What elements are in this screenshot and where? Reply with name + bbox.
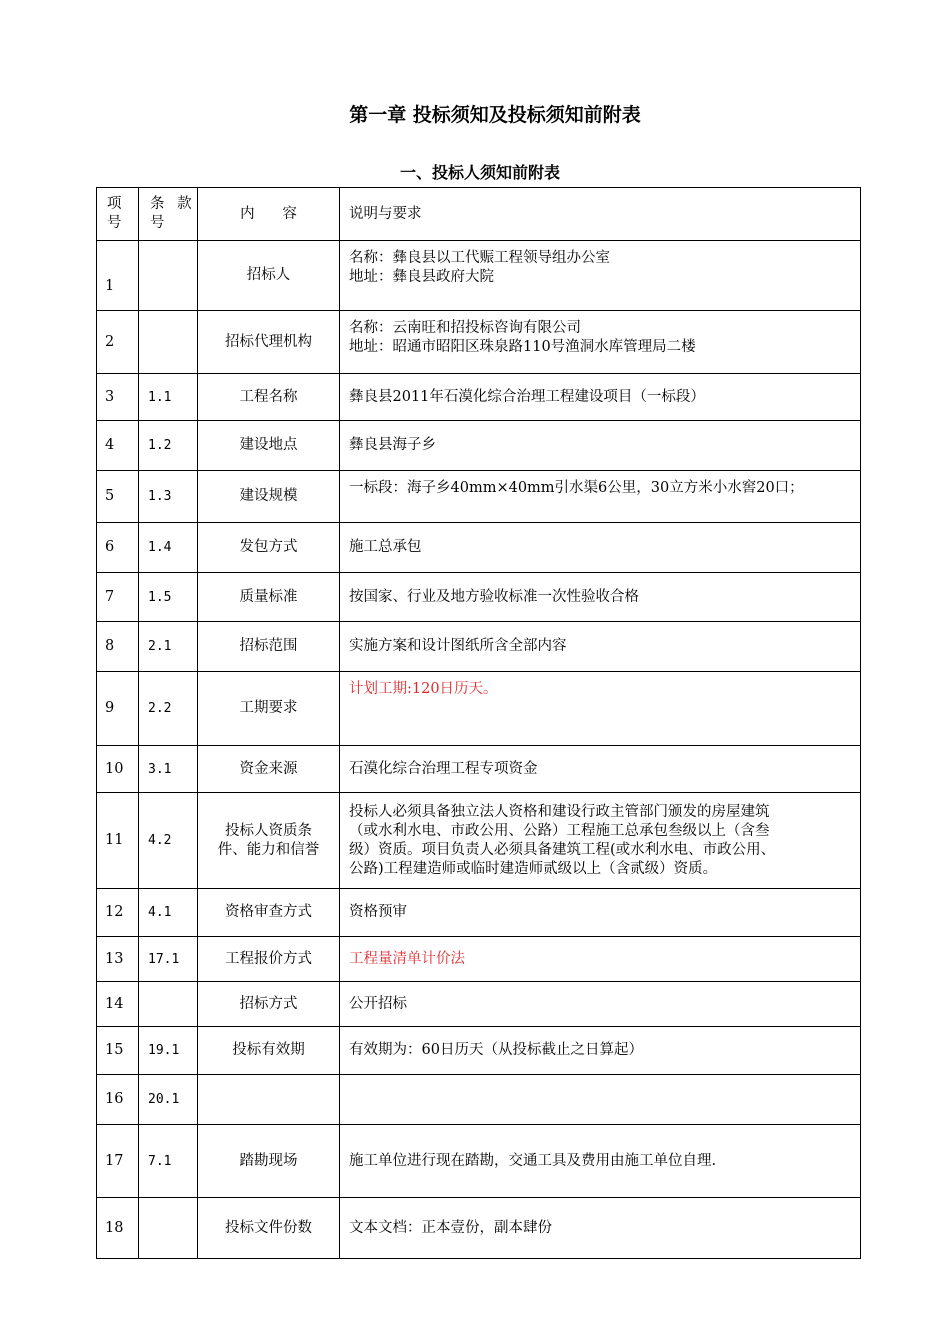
table-row — [97, 672, 861, 746]
row-content: 投标人资质条 件、能力和信誉 — [198, 793, 340, 889]
row-clause — [139, 311, 198, 374]
header-clause-no: 条 款 号 — [139, 188, 198, 241]
row-no: 16 — [97, 1075, 139, 1125]
row-content: 建设地点 — [198, 421, 340, 471]
row-content: 质量标准 — [198, 573, 340, 622]
row-clause: 1.3 — [139, 471, 198, 523]
row-no: 7 — [97, 573, 139, 622]
row-clause: 7.1 — [139, 1125, 198, 1198]
table-row — [97, 1125, 861, 1198]
row-description: 施工单位进行现在踏勘，交通工具及费用由施工单位自理. — [340, 1125, 861, 1198]
chapter-title: 第一章 投标须知及投标须知前附表 — [349, 104, 641, 126]
row-description: 有效期为：60日历天（从投标截止之日算起） — [340, 1027, 861, 1075]
row-clause: 19.1 — [139, 1027, 198, 1075]
row-no: 17 — [97, 1125, 139, 1198]
table-row — [97, 746, 861, 793]
row-clause: 3.1 — [139, 746, 198, 793]
row-no: 13 — [97, 937, 139, 982]
row-description: 工程量清单计价法 — [340, 937, 861, 982]
row-content: 工程报价方式 — [198, 937, 340, 982]
row-content — [198, 1075, 340, 1125]
row-description: 名称：云南旺和招投标咨询有限公司 地址：昭通市昭阳区珠泉路110号渔洞水库管理局二楼 — [340, 311, 861, 374]
row-content: 资格审查方式 — [198, 889, 340, 937]
row-clause: 4.1 — [139, 889, 198, 937]
table-row — [97, 1027, 861, 1075]
row-clause: 2.1 — [139, 622, 198, 672]
row-description: 施工总承包 — [340, 523, 861, 573]
row-description: 按国家、行业及地方验收标准一次性验收合格 — [340, 573, 861, 622]
row-description: 石漠化综合治理工程专项资金 — [340, 746, 861, 793]
row-no: 11 — [97, 793, 139, 889]
row-description: 投标人必须具备独立法人资格和建设行政主管部门颁发的房屋建筑 （或水利水电、市政公用、公路）工程施工总承包叁级以上（含叁 级）资质。项目负责人必须具备建筑工程(或水利水电、市政公用、 公路)工程建造师或临时建造师贰级以上（含贰级）资质。 — [340, 793, 861, 889]
row-clause: 20.1 — [139, 1075, 198, 1125]
row-content: 工期要求 — [198, 672, 340, 746]
table-header-row — [97, 188, 861, 241]
table-row — [97, 573, 861, 622]
table-row — [97, 937, 861, 982]
row-clause: 17.1 — [139, 937, 198, 982]
row-clause: 1.5 — [139, 573, 198, 622]
row-no: 8 — [97, 622, 139, 672]
header-description: 说明与要求 — [340, 188, 861, 241]
table-row — [97, 471, 861, 523]
table-row — [97, 241, 861, 311]
row-content: 工程名称 — [198, 374, 340, 421]
row-clause — [139, 241, 198, 311]
table-row — [97, 523, 861, 573]
row-content: 招标人 — [198, 241, 340, 311]
row-no: 6 — [97, 523, 139, 573]
row-description — [340, 1075, 861, 1125]
row-no: 4 — [97, 421, 139, 471]
row-clause: 1.1 — [139, 374, 198, 421]
row-description: 彝良县海子乡 — [340, 421, 861, 471]
row-description: 彝良县2011年石漠化综合治理工程建设项目（一标段） — [340, 374, 861, 421]
table-row — [97, 421, 861, 471]
row-description: 文本文档：正本壹份，副本肆份 — [340, 1198, 861, 1259]
row-no: 2 — [97, 311, 139, 374]
row-content: 资金来源 — [198, 746, 340, 793]
table-row — [97, 374, 861, 421]
row-content: 招标范围 — [198, 622, 340, 672]
row-content: 踏勘现场 — [198, 1125, 340, 1198]
row-description: 一标段：海子乡40mm×40mm引水渠6公里，30立方米小水窖20口； — [340, 471, 861, 523]
row-clause: 1.2 — [139, 421, 198, 471]
row-description: 计划工期:120日历天。 — [340, 672, 861, 746]
row-content: 建设规模 — [198, 471, 340, 523]
row-clause — [139, 982, 198, 1027]
row-content: 投标文件份数 — [198, 1198, 340, 1259]
row-description: 名称：彝良县以工代赈工程领导组办公室 地址：彝良县政府大院 — [340, 241, 861, 311]
row-content: 招标代理机构 — [198, 311, 340, 374]
header-item-no: 项 号 — [97, 188, 139, 241]
row-description: 实施方案和设计图纸所含全部内容 — [340, 622, 861, 672]
row-no: 14 — [97, 982, 139, 1027]
section-title: 一、投标人须知前附表 — [399, 163, 560, 182]
row-no: 5 — [97, 471, 139, 523]
bid-instructions-table — [96, 187, 861, 1259]
row-no: 12 — [97, 889, 139, 937]
row-no: 18 — [97, 1198, 139, 1259]
row-content: 发包方式 — [198, 523, 340, 573]
table-row — [97, 311, 861, 374]
row-no: 15 — [97, 1027, 139, 1075]
table-row — [97, 622, 861, 672]
table-row — [97, 982, 861, 1027]
row-clause: 4.2 — [139, 793, 198, 889]
header-content: 内 容 — [198, 188, 340, 241]
table-row — [97, 889, 861, 937]
row-no: 9 — [97, 672, 139, 746]
row-description: 资格预审 — [340, 889, 861, 937]
table-row — [97, 1198, 861, 1259]
row-clause — [139, 1198, 198, 1259]
row-content: 招标方式 — [198, 982, 340, 1027]
table-row — [97, 1075, 861, 1125]
row-no: 3 — [97, 374, 139, 421]
row-description: 公开招标 — [340, 982, 861, 1027]
row-clause: 1.4 — [139, 523, 198, 573]
row-content: 投标有效期 — [198, 1027, 340, 1075]
row-no: 1 — [97, 241, 139, 311]
table-row — [97, 793, 861, 889]
row-no: 10 — [97, 746, 139, 793]
row-clause: 2.2 — [139, 672, 198, 746]
